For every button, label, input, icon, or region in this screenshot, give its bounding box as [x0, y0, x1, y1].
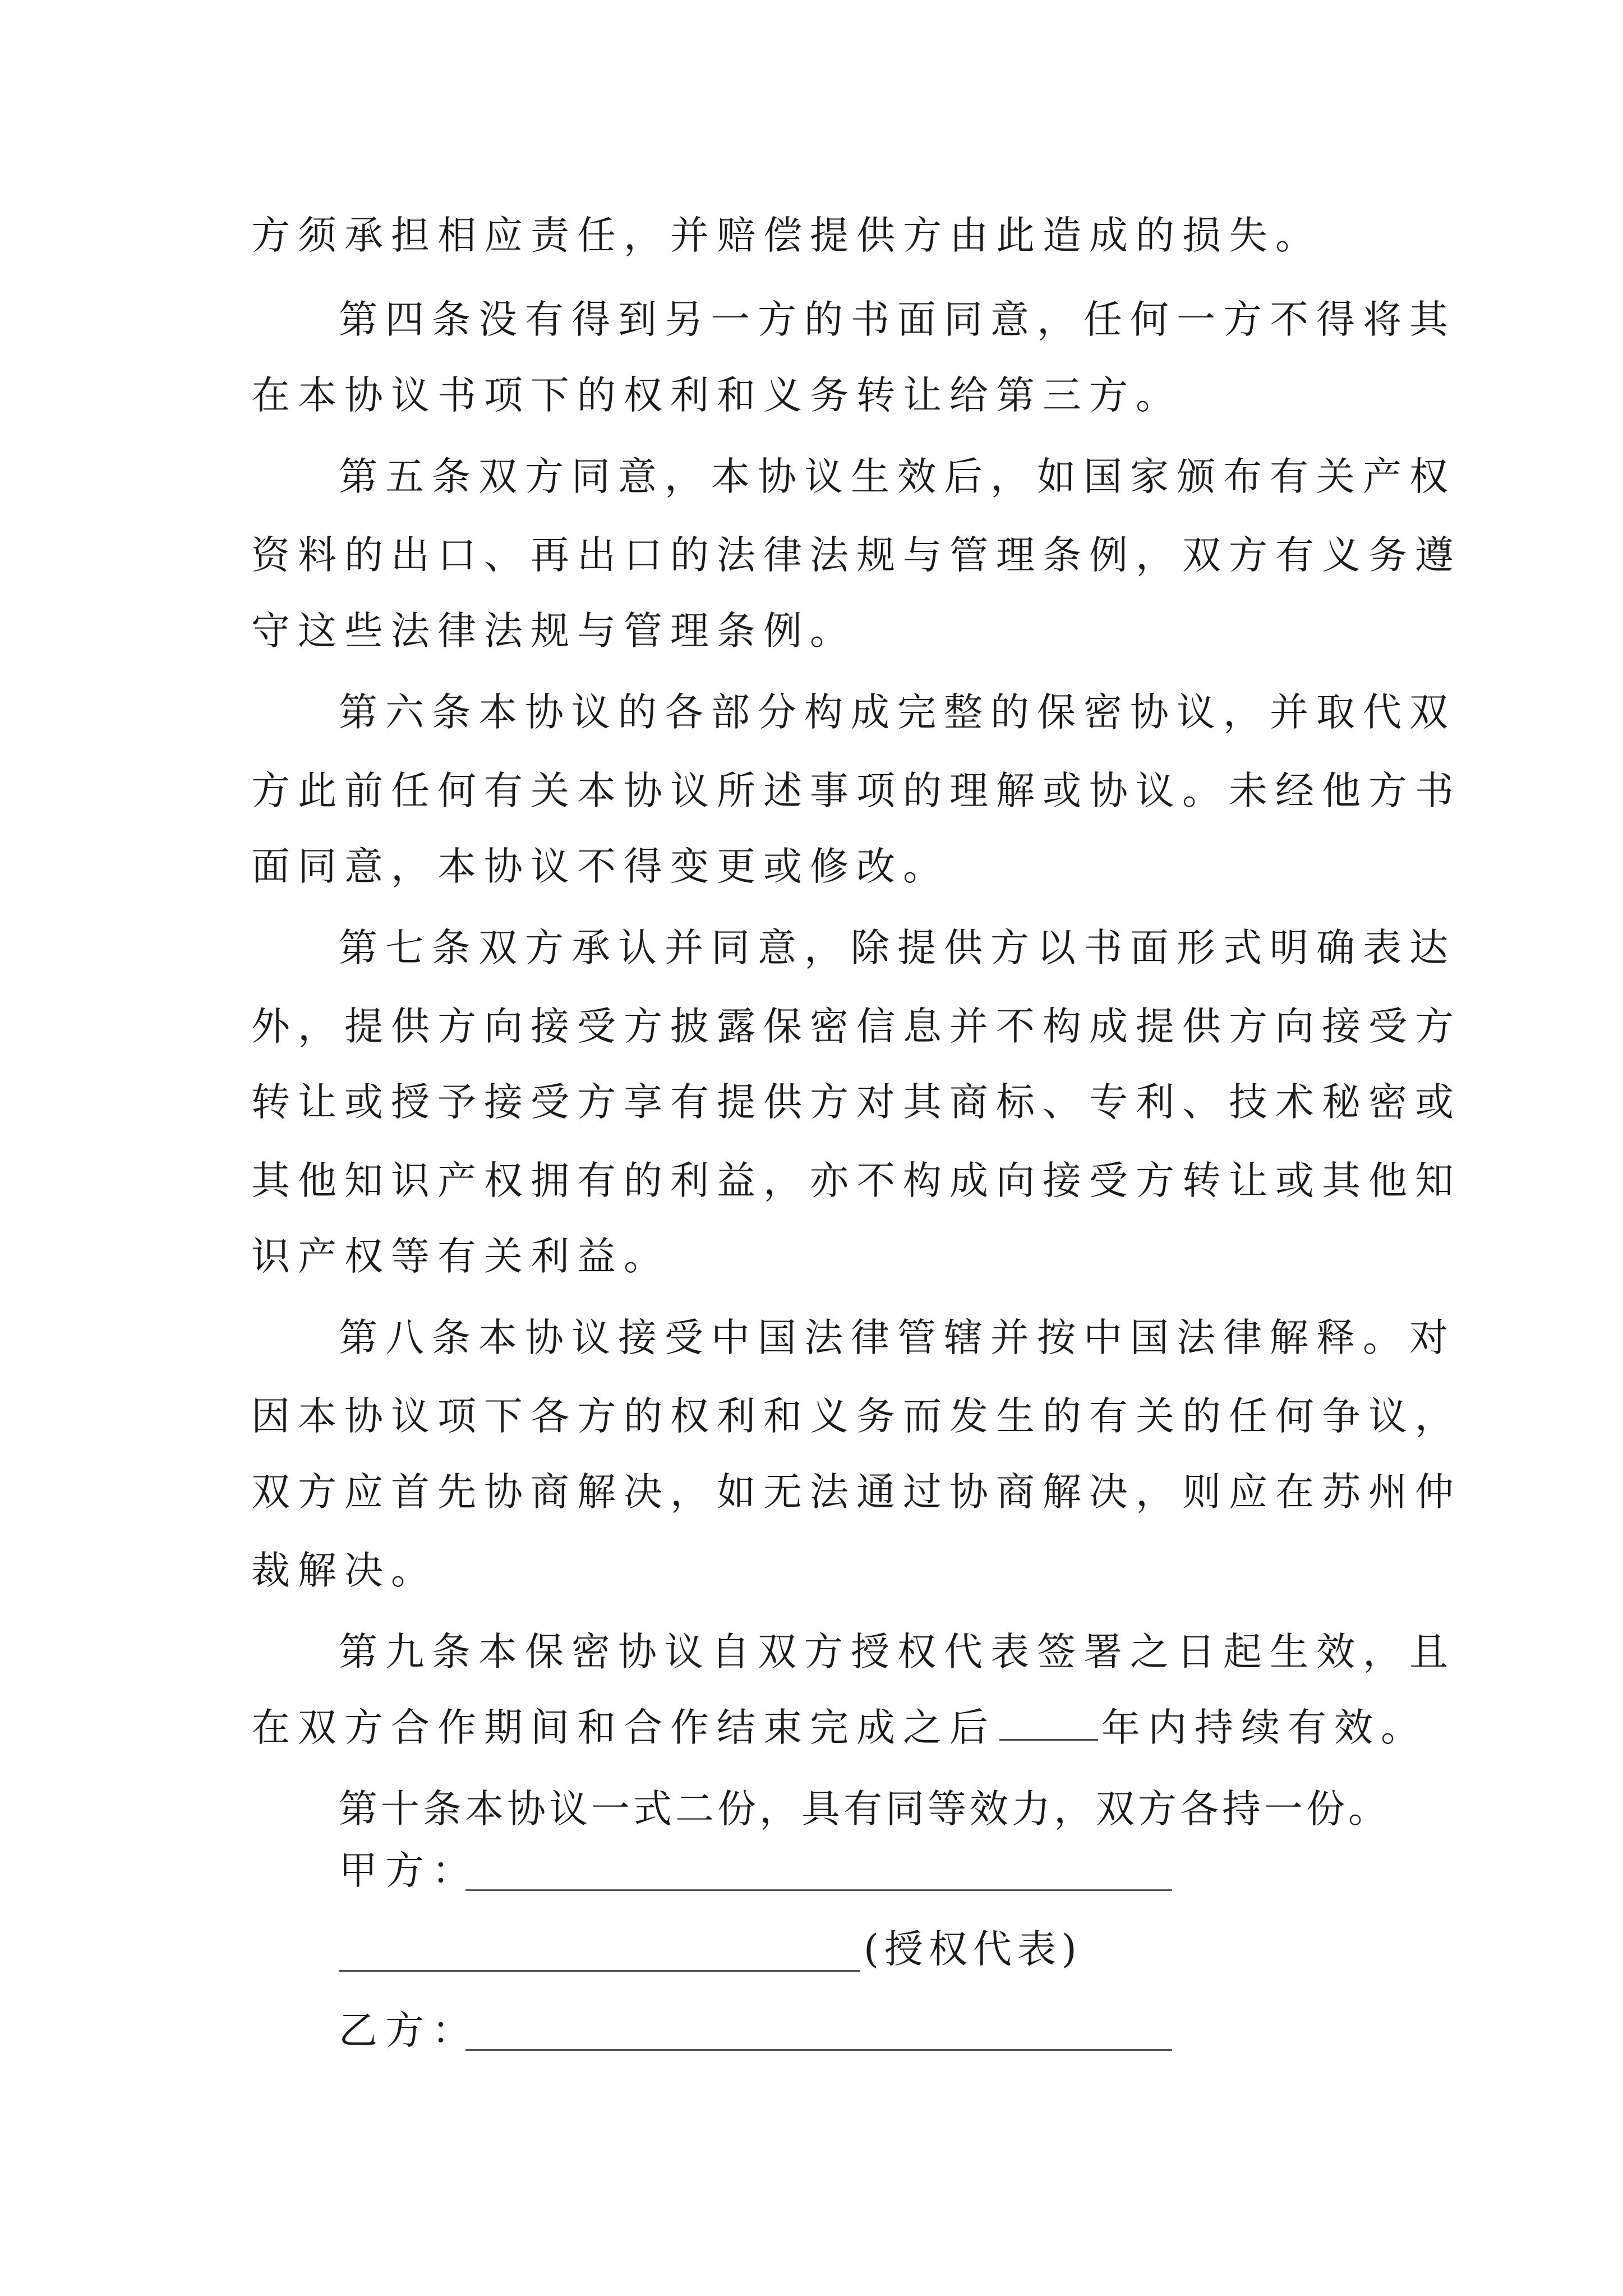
clause-4-line: 第四条没有得到另一方的书面同意，任何一方不得将其 [339, 297, 1456, 342]
text-line: 在本协议书项下的权利和义务转让给第三方。 [251, 373, 1182, 418]
text-line: 方须承担相应责任，并赔偿提供方由此造成的损失。 [251, 213, 1322, 258]
party-b-label: 乙方： [339, 2008, 478, 2053]
text-line: 守这些法律法规与管理条例。 [251, 609, 856, 654]
clause-9-line: 第九条本保密协议自双方授权代表签署之日起生效，且 [339, 1630, 1456, 1674]
years-blank-field[interactable] [999, 1710, 1098, 1741]
party-a-label: 甲方： [339, 1848, 478, 1893]
text-line: 资料的出口、再出口的法律法规与管理条例，双方有义务遵 [251, 533, 1461, 578]
representative-signature-line[interactable] [339, 1970, 860, 1972]
text-line: 面同意，本协议不得变更或修改。 [251, 844, 949, 889]
text-line: 转让或授予接受方享有提供方对其商标、专利、技术秘密或 [251, 1080, 1461, 1125]
party-a-signature-line[interactable] [465, 1889, 1172, 1891]
text-line: 裁解决。 [251, 1548, 437, 1593]
party-b-signature-line[interactable] [465, 2049, 1172, 2051]
clause-8-line: 第八条本协议接受中国法律管辖并按中国法律解释。对 [339, 1315, 1456, 1360]
clause-9-duration-line [251, 1705, 1427, 1750]
clause-7-line: 第七条双方承认并同意，除提供方以书面形式明确表达 [339, 926, 1456, 970]
duration-text-before: 在双方合作期间和合作结束完成之后 [251, 1705, 996, 1750]
text-line: 方此前任何有关本协议所述事项的理解或协议。未经他方书 [251, 769, 1461, 813]
text-line: 其他知识产权拥有的利益，亦不构成向接受方转让或其他知 [251, 1158, 1461, 1203]
text-line: 外，提供方向接受方披露保密信息并不构成提供方向接受方 [251, 1004, 1461, 1049]
text-line: 双方应首先协商解决，如无法通过协商解决，则应在苏州仲 [251, 1470, 1461, 1515]
clause-6-line: 第六条本协议的各部分构成完整的保密协议，并取代双 [339, 690, 1456, 735]
text-line: 因本协议项下各方的权利和义务而发生的有关的任何争议， [251, 1394, 1461, 1439]
clause-10-line: 第十条本协议一式二份，具有同等效力，双方各持一份。 [339, 1787, 1390, 1832]
representative-label: (授权代表) [864, 1927, 1082, 1972]
duration-text-after: 年内持续有效。 [1101, 1705, 1427, 1750]
text-line: 识产权等有关利益。 [251, 1234, 670, 1279]
clause-5-line: 第五条双方同意，本协议生效后，如国家颁布有关产权 [339, 454, 1456, 499]
